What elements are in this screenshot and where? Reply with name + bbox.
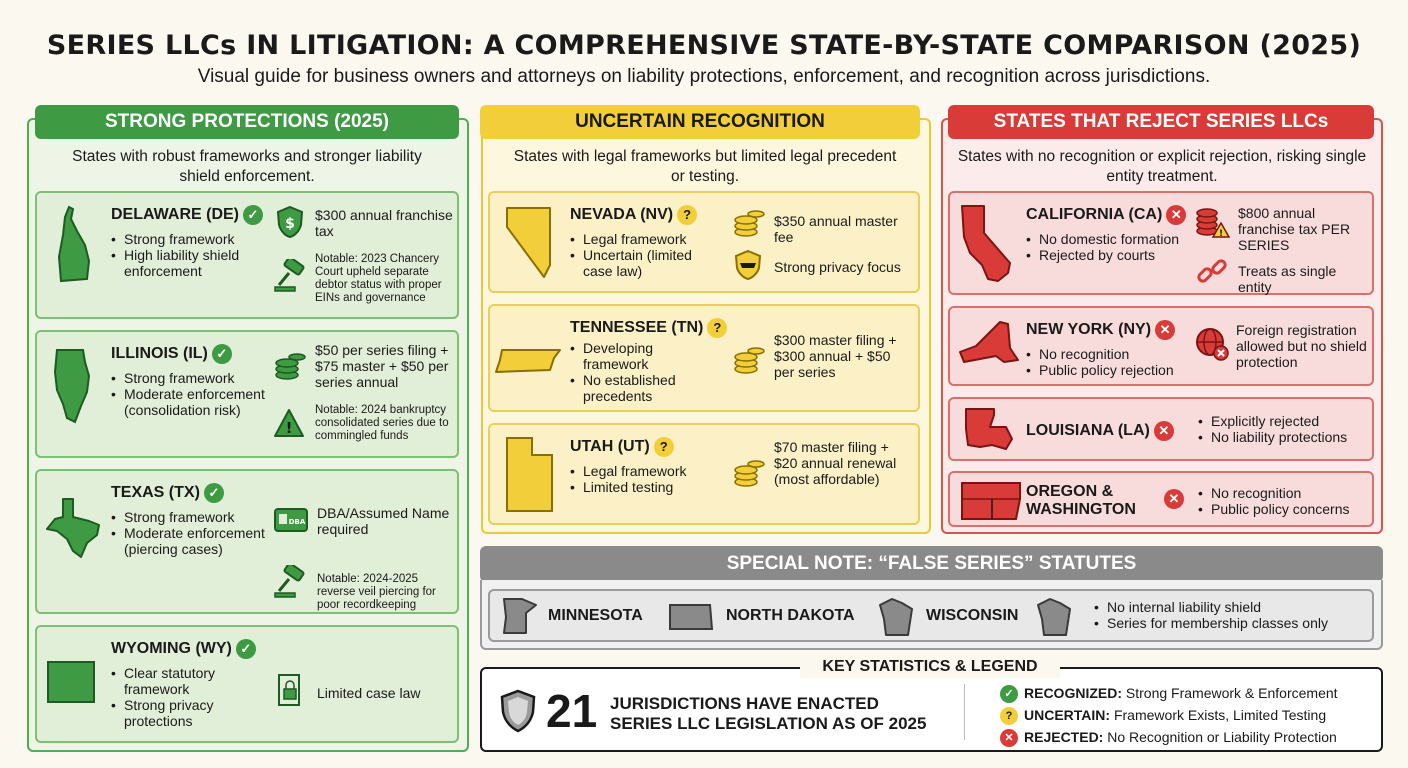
state-bullets [1198,413,1373,445]
state-bullets [111,509,281,557]
mask-shield-icon [732,249,764,281]
state-name: TEXAS (TX) [111,484,200,502]
state-note: Notable: 2023 Chancery Court upheld separate debtor status with proper EINs and governance [315,253,442,304]
stats-divider [964,684,965,740]
legend-label: REJECTED: [1024,729,1104,745]
utah-map-icon [504,435,556,515]
bullet: • Clear statutory framework [111,665,271,697]
bullet: • Legal framework [570,231,720,247]
check-icon: ✓ [1000,685,1018,703]
state-name: TENNESSEE (TN) [570,319,704,337]
wisconsin-map-icon [876,595,916,639]
bullet: • No internal liability shield [1094,599,1364,615]
state-card-louisiana [948,397,1374,461]
state-name: WISCONSIN [926,607,1019,624]
tennessee-map-icon [494,346,564,376]
state-card-delaware [35,191,459,319]
bullet: • Uncertain (limited case law) [570,247,720,279]
state-name: CALIFORNIA (CA) [1026,206,1163,224]
bullet: • Legal framework [570,463,720,479]
dba-card-icon [273,507,309,533]
question-icon: ? [677,205,697,225]
nevada-map-icon [504,205,554,279]
stats-number: 21 [546,685,598,737]
dba-card-label: DBA [288,518,306,526]
state-name: DELAWARE (DE) [111,206,239,224]
state-bullets [1026,346,1196,378]
state-name: NEW YORK (NY) [1026,321,1152,339]
gavel-icon [273,565,307,599]
legend-row-rejected [1000,726,1337,748]
state-fee: $350 annual master fee [774,213,898,245]
special-note-card [488,589,1374,642]
state-fee: $300 master filing + $300 annual + $50 per series [774,332,897,380]
minnesota-map-icon [500,595,540,637]
state-bullets [111,370,286,418]
bullet: • Strong framework [111,370,286,386]
check-icon: ✓ [236,639,256,659]
bullet: • Moderate enforcement (piercing cases) [111,525,281,557]
legend-desc: No Recognition or Liability Protection [1107,729,1337,745]
coins-icon [732,342,766,376]
bullet: • No liability protections [1198,429,1373,445]
state-fee: Foreign registration allowed but no shield protection [1236,322,1367,370]
california-map-icon [958,203,1016,285]
check-icon: ✓ [204,483,224,503]
state-fee: $50 per series filing + $75 master + $50 per series annual [315,342,449,390]
state-card-tennessee [488,304,920,412]
special-note-heading: SPECIAL NOTE: “FALSE SERIES” STATUTES [480,546,1383,582]
new-york-map-icon [956,318,1022,372]
state-card-oregon-washington [948,471,1374,527]
state-fee: Limited case law [317,685,421,701]
state-note: Notable: 2024-2025 reverse veil piercing for poor recordkeeping [317,573,436,611]
texas-map-icon [43,495,103,561]
stats-legend-heading: KEY STATISTICS & LEGEND [800,658,1060,678]
x-icon: ✕ [1154,421,1174,441]
delaware-map-icon [51,205,95,285]
shield-icon [498,688,538,734]
coins-icon [732,455,766,489]
state-card-nevada [488,191,920,293]
svg-text:!: ! [1218,229,1224,239]
state-fee: DBA/Assumed Name required [317,505,450,537]
state-card-texas [35,469,459,614]
legend-label: RECOGNIZED: [1024,685,1122,701]
bullet: • Public policy concerns [1198,501,1373,517]
question-icon: ? [654,437,674,457]
broken-link-icon [1196,255,1228,287]
bullet: • Explicitly rejected [1198,413,1373,429]
uncertain-recognition-heading: UNCERTAIN RECOGNITION [480,105,920,139]
state-name: WYOMING (WY) [111,640,232,658]
state-bullets [111,231,281,279]
bullet: • Developing framework [570,340,700,372]
scroll-lock-icon [275,671,305,709]
state-card-california [948,191,1374,295]
state-card-wyoming [35,625,459,743]
bullet: • Public policy rejection [1026,362,1196,378]
legend-row-uncertain [1000,704,1326,726]
north-dakota-map-icon [666,601,716,633]
bullet: • No recognition [1198,485,1373,501]
coins-icon [273,348,307,382]
state-bullets [1026,231,1196,263]
legend-row-recognized [1000,682,1338,704]
reject-desc: States with no recognition or explicit rejection, risking single entity treatment. [957,148,1367,185]
legend-desc: Strong Framework & Enforcement [1125,685,1338,701]
louisiana-map-icon [962,405,1016,455]
x-icon: ✕ [1166,205,1186,225]
state-extra: Strong privacy focus [774,259,901,275]
shield-dollar-icon [275,205,305,239]
oregon-washington-map-icon [958,479,1024,523]
strong-protections-heading: STRONG PROTECTIONS (2025) [35,105,459,139]
state-name: MINNESOTA [548,607,643,624]
check-icon: ✓ [243,205,263,225]
stats-text: JURISDICTIONS HAVE ENACTED SERIES LLC LEGISLATION AS OF 2025 [610,694,927,733]
x-icon: ✕ [1155,320,1175,340]
question-icon: ? [707,318,727,338]
page-subtitle: Visual guide for business owners and attorneys on liability protections, enforcement, and recognition across jurisdictions. [197,66,1211,87]
bullet: • Strong privacy protections [111,697,271,729]
state-fee: $800 annual franchise tax PER SERIES [1238,205,1351,253]
state-card-new-york [948,306,1374,386]
gavel-icon [273,259,307,293]
bullet: • Series for membership classes only [1094,615,1364,631]
state-name: LOUISIANA (LA) [1026,422,1150,440]
state-fee: $300 annual franchise tax [315,207,453,239]
page-title: SERIES LLCs IN LITIGATION: A COMPREHENSIVE STATE-BY-STATE COMPARISON (2025) [46,30,1362,61]
bullet: • Strong framework [111,231,281,247]
special-note-bullets [1094,599,1364,631]
state-bullets [1198,485,1373,517]
bullet: • Limited testing [570,479,720,495]
reject-heading: STATES THAT REJECT SERIES LLCs [948,105,1374,139]
illinois-map-icon [51,346,95,426]
strong-protections-desc: States with robust frameworks and stronger liability shield enforcement. [72,148,422,185]
state-name: OREGON & WASHINGTON [1026,483,1136,518]
svg-text:!: ! [285,419,293,437]
state-fee: $70 master filing + $20 annual renewal (most affordable) [774,439,897,487]
warning-icon [273,408,305,438]
state-extra: Treats as single entity [1238,263,1337,295]
svg-text:$: $ [285,216,295,232]
bullet: • No domestic formation [1026,231,1196,247]
legend-desc: Framework Exists, Limited Testing [1113,707,1327,723]
state-name: NORTH DAKOTA [726,607,855,624]
state-name: UTAH (UT) [570,438,650,456]
coins-icon [732,205,766,239]
wisconsin-map-icon [1034,595,1074,639]
state-note: Notable: 2024 bankruptcy consolidated series due to commingled funds [315,404,449,442]
bullet: • No recognition [1026,346,1196,362]
bullet: • No established precedents [570,372,700,404]
bullet: • High liability shield enforcement [111,247,281,279]
state-bullets [570,340,700,404]
check-icon: ✓ [212,344,232,364]
uncertain-recognition-desc: States with legal frameworks but limited legal precedent or testing. [513,148,897,185]
wyoming-map-icon [45,659,97,705]
legend-label: UNCERTAIN: [1024,707,1111,723]
globe-x-icon [1194,326,1230,362]
question-icon: ? [1000,707,1018,725]
bullet: • Rejected by courts [1026,247,1196,263]
state-bullets [570,231,720,279]
state-name: NEVADA (NV) [570,206,674,224]
coins-warning-icon [1194,203,1230,239]
state-bullets [111,665,271,729]
state-name: ILLINOIS (IL) [111,345,208,363]
x-icon: ✕ [1164,489,1184,509]
state-card-utah [488,423,920,525]
state-card-illinois [35,330,459,458]
bullet: • Strong framework [111,509,281,525]
x-icon: ✕ [1000,729,1018,747]
state-bullets [570,463,720,495]
bullet: • Moderate enforcement (consolidation risk) [111,386,286,418]
